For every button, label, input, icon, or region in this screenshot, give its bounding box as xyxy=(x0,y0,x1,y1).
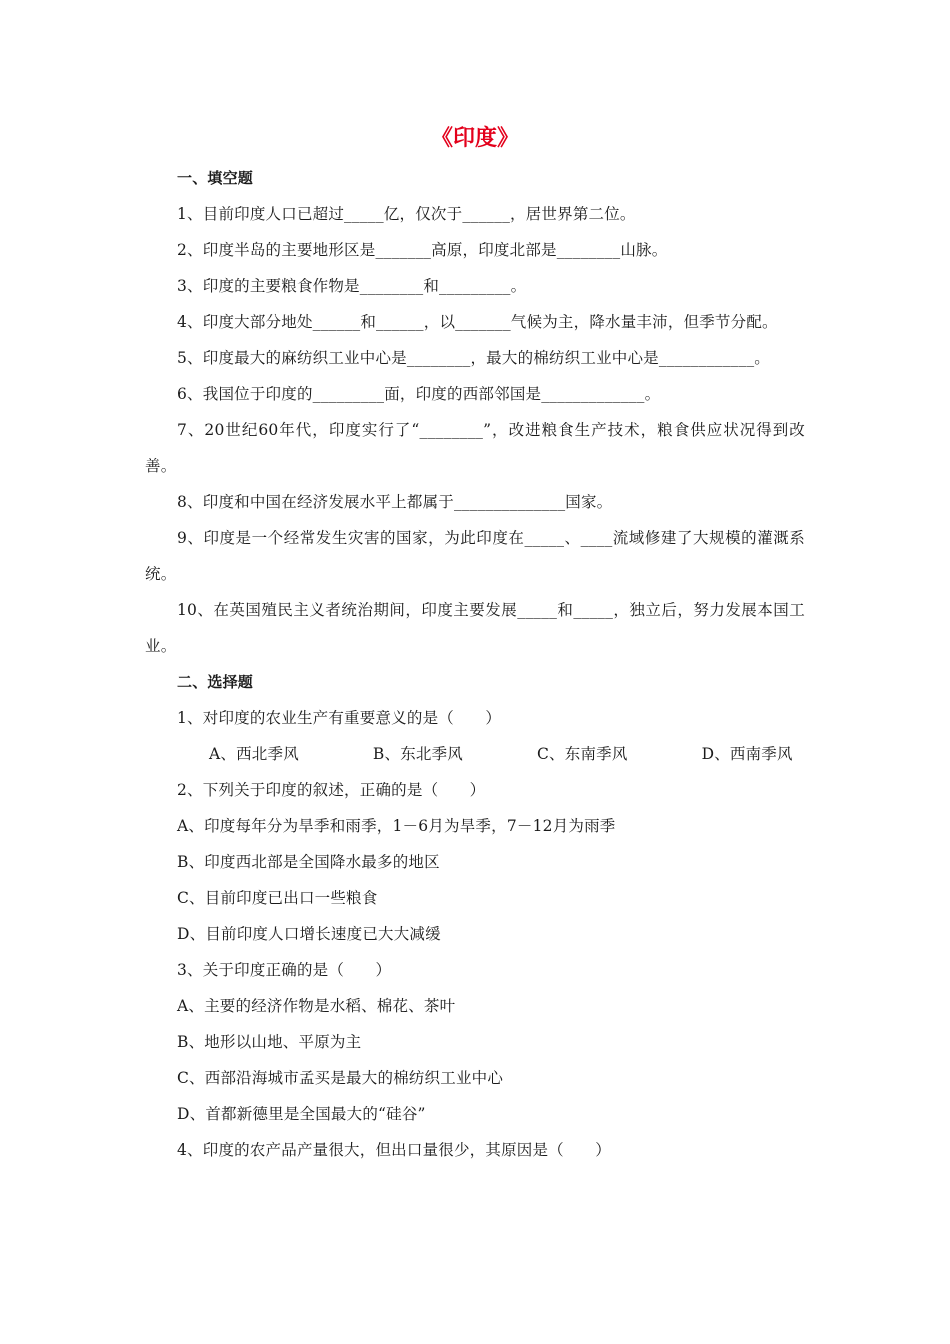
fill-question-10: 10、在英国殖民主义者统治期间，印度主要发展_____和_____，独立后，努力发展本国工业。 xyxy=(145,601,805,655)
choice-question-3-option-b: B、地形以山地、平原为主 xyxy=(177,1033,362,1051)
option-c: C、东南季风 xyxy=(537,745,628,763)
choice-question-3-option-a: A、主要的经济作物是水稻、棉花、茶叶 xyxy=(177,997,456,1015)
fill-question-7: 7、20世纪60年代，印度实行了“________”，改进粮食生产技术，粮食供应状况得到改善。 xyxy=(145,421,805,475)
option-b: B、东北季风 xyxy=(372,745,463,763)
choice-question-3-option-c: C、西部沿海城市孟买是最大的棉纺织工业中心 xyxy=(177,1069,504,1087)
choice-question-3-option-d: D、首都新德里是全国最大的“硅谷” xyxy=(177,1105,426,1123)
choice-question-2-option-b: B、印度西北部是全国降水最多的地区 xyxy=(177,853,440,871)
fill-question-6: 6、我国位于印度的_________面，印度的西部邻国是_____________。 xyxy=(177,385,661,403)
fill-question-3: 3、印度的主要粮食作物是________和_________。 xyxy=(177,277,527,295)
fill-question-2: 2、印度半岛的主要地形区是_______高原，印度北部是________山脉。 xyxy=(177,241,668,259)
section-heading-fill-in: 一、填空题 xyxy=(177,169,254,187)
fill-question-1: 1、目前印度人口已超过_____亿，仅次于______，居世界第二位。 xyxy=(177,205,636,223)
section-heading-choice: 二、选择题 xyxy=(177,673,254,691)
option-a: A、西北季风 xyxy=(209,745,299,763)
fill-question-8: 8、印度和中国在经济发展水平上都属于______________国家。 xyxy=(177,493,613,511)
choice-question-1: 1、对印度的农业生产有重要意义的是（ ） xyxy=(177,709,502,727)
fill-question-5: 5、印度最大的麻纺织工业中心是________，最大的棉纺织工业中心是____________。 xyxy=(177,349,770,367)
option-d: D、西南季风 xyxy=(701,745,793,763)
choice-question-1-options xyxy=(145,736,805,772)
choice-question-2: 2、下列关于印度的叙述，正确的是（ ） xyxy=(177,781,486,799)
choice-question-2-option-c: C、目前印度已出口一些粮食 xyxy=(177,889,378,907)
choice-question-2-option-d: D、目前印度人口增长速度已大大减缓 xyxy=(177,925,441,943)
page-title: 《印度》 xyxy=(430,126,519,151)
choice-question-3: 3、关于印度正确的是（ ） xyxy=(177,961,392,979)
worksheet-body xyxy=(145,160,805,1168)
fill-question-9: 9、印度是一个经常发生灾害的国家，为此印度在_____、____流域修建了大规模的灌溉系统。 xyxy=(145,529,805,583)
choice-question-4: 4、印度的农产品产量很大，但出口量很少，其原因是（ ） xyxy=(177,1141,611,1159)
fill-question-4: 4、印度大部分地处______和______，以_______气候为主，降水量丰沛，但季节分配。 xyxy=(177,313,778,331)
choice-question-2-option-a: A、印度每年分为旱季和雨季，1－6月为旱季，7－12月为雨季 xyxy=(177,817,616,835)
